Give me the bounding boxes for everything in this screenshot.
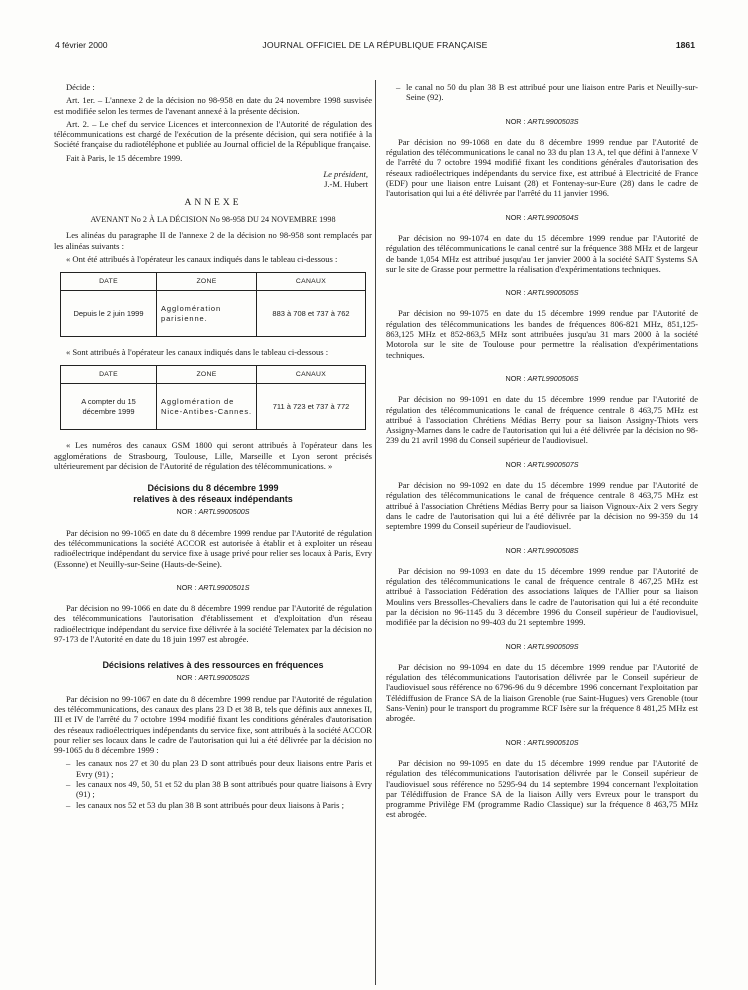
- nor-reference: [54, 507, 372, 517]
- nor-reference: [386, 117, 698, 127]
- decide-line: Décide :: [66, 82, 95, 92]
- nor-label: NOR :: [505, 459, 526, 469]
- nor-code: ARTL9900507S: [527, 459, 579, 469]
- nor-code: ARTL9900502S: [198, 673, 250, 683]
- channel-table-1: [60, 272, 366, 337]
- nor-reference: [386, 460, 698, 470]
- channel-table-2: [60, 365, 366, 430]
- section-title-frequences: Décisions relatives à des ressources en fréquences: [102, 660, 324, 671]
- table2-zone: Agglomération de Nice-Antibes-Cannes.: [157, 384, 257, 430]
- nor-reference: [386, 546, 698, 556]
- fait-line: Fait à Paris, le 15 décembre 1999.: [66, 152, 183, 163]
- table2-header-canaux: CANAUX: [257, 366, 366, 384]
- list-item: – le canal no 50 du plan 38 B est attribué pour une liaison entre Paris et Neuilly-sur-Seine (92).: [396, 82, 698, 103]
- table2-header-zone: ZONE: [157, 366, 257, 384]
- nor-reference: [386, 642, 698, 652]
- decision-99-1093: Par décision no 99-1093 en date du 15 décembre 1999 rendue par l'Autorité de régulation des télécommunications le canal de fréquence centrale 8 467,25 MHz est attribué à l'association Fédération des associations laïques de l'Allier pour sa liaison Moulins vers Bressolles-Chevaliers dans le cadre de l'autorisation qui lui a été reconduite par la décision no 96-1145 du 3 décembre 1996 du Conseil supérieur de l'audiovisuel, modifiée par la décision no 99-403 du 21 septembre 1999.: [386, 565, 698, 628]
- channel-list: [66, 758, 372, 809]
- nor-label: NOR :: [505, 737, 526, 747]
- decision-99-1075: Par décision no 99-1075 en date du 15 décembre 1999 rendue par l'Autorité de régulation des télécommunications les bandes de fréquences 806-821 MHz, 851,125-863,125 MHz et 852-863,5 MHz sont attribuées jusqu'au 31 mars 2000 à la société Motorola sur le site de Toulouse pour permettre la réalisation d'expérimentations techniques.: [386, 308, 698, 360]
- decision-99-1065: Par décision no 99-1065 en date du 8 décembre 1999 rendue par l'Autorité de régulation des télécommunications la société ACCOR est autorisée à établir et à exploiter un réseau radioélectrique indépendant du service fixe à usage privé pour relier ses locaux à Paris, Evry (Essonne) et Neuilly-sur-Seine (Hauts-de-Seine).: [54, 527, 372, 569]
- decision-99-1092: Par décision no 99-1092 en date du 15 décembre 1999 rendue par l'Autorité de régulation des télécommunications le canal de fréquence centrale 8 463,75 MHz est attribué à l'association Chrétiens Médias Berry pour sa liaison Vignoux-Aix 2 vers Segry dans le cadre de l'autorisation qui lui a été délivrée par la décision no 99-359 du 14 septembre 1999 du Conseil supérieur de l'audiovisuel.: [386, 480, 698, 532]
- nor-code: ARTL9900504S: [527, 212, 579, 222]
- list-item: – les canaux nos 52 et 53 du plan 38 B sont attribués pour deux liaisons à Paris ;: [66, 800, 372, 810]
- header-date: 4 février 2000: [55, 40, 108, 50]
- nor-code: ARTL9900510S: [527, 737, 579, 747]
- decision-99-1095: Par décision no 99-1095 en date du 15 décembre 1999 rendue par l'Autorité de régulation des télécommunications l'autorisation délivrée par le Conseil supérieur de l'audiovisuel sous référence no 5295-94 du 14 septembre 1994 concernant l'exploitation par Télédiffusion de France SA de la liaison Ailly vers Evreux pour le transport du programme Privilège FM (programme Radio Classique) sur la fréquence 8 463,75 MHz est abrogée.: [386, 757, 698, 820]
- quote-3: « Les numéros des canaux GSM 1800 qui seront attribués à l'opérateur dans les agglomérations de Strasbourg, Toulouse, Lille, Marseille et Lyon seront précisés ultérieurement par décision de l'Autorité de régulation des télécommunications. »: [54, 440, 372, 472]
- nor-code: ARTL9900509S: [527, 641, 579, 651]
- nor-reference: [54, 583, 372, 593]
- nor-reference: [386, 738, 698, 748]
- table1-header-canaux: CANAUX: [257, 273, 366, 291]
- nor-label: NOR :: [505, 373, 526, 383]
- nor-label: NOR :: [176, 673, 197, 683]
- decision-99-1066: Par décision no 99-1066 en date du 8 décembre 1999 rendue par l'Autorité de régulation des télécommunications l'autorisation d'établissement et d'exploitation d'un réseau radioélectrique indépendant du service fixe délivrée à la société Telematex par la décision no 97-173 de l'Autorité en date du 18 juin 1997 est abrogée.: [54, 603, 372, 645]
- decision-99-1091: Par décision no 99-1091 en date du 15 décembre 1999 rendue par l'Autorité de régulation des télécommunications le canal de fréquence centrale 8 463,75 MHz est attribué à l'association Chrétiens Médias Berry pour sa liaison Assigny-Thiots vers Assigny-Marnes dans le cadre de l'autorisation qui lui a été délivrée par la décision no 98-239 du 21 avril 1998 du Conseil supérieur de l'audiovisuel.: [386, 394, 698, 446]
- signature-role: Le président,: [323, 169, 368, 180]
- signature-name: J.-M. Hubert: [324, 179, 368, 190]
- table1-zone: Agglomération parisienne.: [157, 291, 257, 337]
- section-title-reseaux: [54, 483, 372, 505]
- table1-date: Depuis le 2 juin 1999: [61, 291, 157, 337]
- annexe-title: ANNEXE: [184, 197, 242, 208]
- table2-canaux: 711 à 723 et 737 à 772: [257, 384, 366, 430]
- nor-reference: [386, 213, 698, 223]
- nor-label: NOR :: [505, 545, 526, 555]
- decision-99-1074: Par décision no 99-1074 en date du 15 décembre 1999 rendue par l'Autorité de régulation des télécommunications le canal centré sur la fréquence 388 MHz et de largeur de bande 1,054 MHz est attribué jusqu'au 1er janvier 2000 à la société SAIT Systems SA sur le site de Grasse pour permettre la réalisation d'expérimentations techniques.: [386, 232, 698, 274]
- table2-date: A compter du 15 décembre 1999: [61, 384, 157, 430]
- nor-code: ARTL9900500S: [198, 507, 250, 517]
- nor-code: ARTL9900508S: [527, 545, 579, 555]
- section-title-line-1: Décisions du 8 décembre 1999: [147, 483, 279, 494]
- quote-2: « Sont attribués à l'opérateur les canaux indiqués dans le tableau ci-dessous :: [66, 347, 329, 358]
- decision-99-1068: Par décision no 99-1068 en date du 8 décembre 1999 rendue par l'Autorité de régulation des télécommunications le canal no 33 du plan 13 A, tel que défini à l'annexe V de l'arrêté du 7 octobre 1994 modifié fixant les conditions générales d'autorisation des réseaux radioélectriques indépendants du service fixe, est attribué à Electricité de France (EDF) pour une liaison entre Luisant (28) et Fontenay-sur-Eure (28) dans le cadre de l'autorisation qui lui a été délivrée par l'arrêté du 11 janvier 1996.: [386, 136, 698, 199]
- nor-label: NOR :: [505, 641, 526, 651]
- table2-header-date: DATE: [61, 366, 157, 384]
- annexe-intro: Les alinéas du paragraphe II de l'annexe 2 de la décision no 98-958 sont remplacés par les alinéas suivants :: [54, 230, 372, 251]
- nor-label: NOR :: [176, 582, 197, 592]
- article-1: Art. 1er. – L'annexe 2 de la décision no 98-958 en date du 24 novembre 1998 susvisée est modifiée selon les termes de l'avenant annexé à la présente décision.: [54, 95, 372, 116]
- decision-99-1067: Par décision no 99-1067 en date du 8 décembre 1999 rendue par l'Autorité de régulation des télécommunications, des canaux des plans 23 D et 38 B, tels que définis aux annexes II, III et IV de l'arrêté du 7 octobre 1994 modifié fixant les conditions générales d'autorisation des réseaux radioélectriques indépendants du service fixe, sont attribués à la société ACCOR pour relier ses locaux dans le cadre de l'autorisation qui lui a été délivrée par la décision no 99-1065 du 8 décembre 1999 :: [54, 693, 372, 756]
- header-page-number: 1861: [675, 40, 695, 50]
- signature: [54, 169, 372, 190]
- nor-reference: [386, 288, 698, 298]
- right-column: [386, 82, 698, 823]
- table1-header-date: DATE: [61, 273, 157, 291]
- nor-label: NOR :: [176, 507, 197, 517]
- nor-code: ARTL9900503S: [527, 116, 579, 126]
- quote-1: « Ont été attribués à l'opérateur les canaux indiqués dans le tableau ci-dessous :: [66, 253, 338, 264]
- nor-label: NOR :: [505, 288, 526, 298]
- nor-label: NOR :: [505, 212, 526, 222]
- article-2: Art. 2. – Le chef du service Licences et interconnexion de l'Autorité de régulation des télécommunications est chargé de l'exécution de la présente décision, qui sera notifiée à la Société française du radiotéléphone et publiée au Journal officiel de la République française.: [54, 118, 372, 150]
- decision-99-1094: Par décision no 99-1094 en date du 15 décembre 1999 rendue par l'Autorité de régulation des télécommunications l'autorisation délivrée par le Conseil supérieur de l'audiovisuel sous référence no 6796-96 du 9 décembre 1996 concernant l'exploitation par Télédiffusion de France SA de la liaison Grenoble (rue Saint-Hugues) vers Grenoble (tour Sans-Venin) pour le transport du programme RCF Isère sur la fréquence 8 481,25 MHz est abrogée.: [386, 661, 698, 724]
- left-column: [54, 82, 372, 813]
- nor-reference: [54, 673, 372, 683]
- nor-label: NOR :: [505, 116, 526, 126]
- nor-code: ARTL9900505S: [527, 288, 579, 298]
- nor-code: ARTL9900501S: [198, 582, 250, 592]
- header-title: JOURNAL OFFICIEL DE LA RÉPUBLIQUE FRANÇAISE: [262, 40, 488, 50]
- table1-canaux: 883 à 708 et 737 à 762: [257, 291, 366, 337]
- page-header: [55, 40, 695, 54]
- table-row: [61, 291, 366, 337]
- column-divider: [375, 80, 376, 985]
- list-item: – les canaux nos 27 et 30 du plan 23 D sont attribués pour deux liaisons entre Paris et Evry (91) ;: [66, 758, 372, 779]
- channel-list-continued: [396, 82, 698, 103]
- table1-header-zone: ZONE: [157, 273, 257, 291]
- nor-reference: [386, 374, 698, 384]
- table-row: [61, 384, 366, 430]
- nor-code: ARTL9900506S: [527, 373, 579, 383]
- avenant-title: AVENANT No 2 À LA DÉCISION No 98-958 DU 24 NOVEMBRE 1998: [90, 214, 336, 224]
- list-item: – les canaux nos 49, 50, 51 et 52 du plan 38 B sont attribués pour quatre liaisons à Evry (91) ;: [66, 779, 372, 800]
- section-title-line-2: relatives à des réseaux indépendants: [133, 494, 293, 505]
